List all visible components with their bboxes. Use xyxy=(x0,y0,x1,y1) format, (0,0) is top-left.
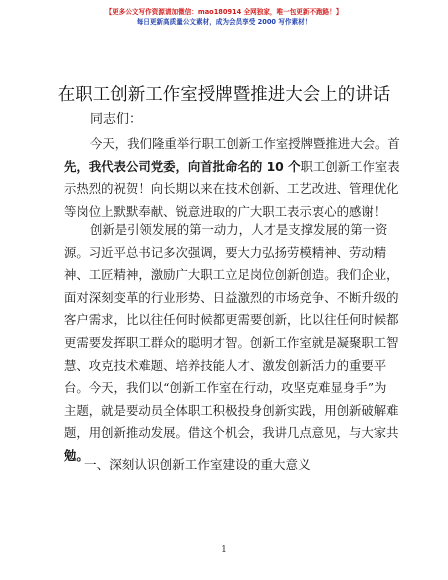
paragraph-1-line-2 xyxy=(64,156,400,179)
paragraph-2-line-2: 源。习近平总书记多次强调，要大力弘扬劳模精神、劳动精 xyxy=(64,244,387,260)
paragraph-1-line-1: 今天，我们隆重举行职工创新工作室授牌暨推进大会。首 xyxy=(90,136,400,151)
page-number: 1 xyxy=(221,545,227,555)
paragraph-1-line-2-rest: 职工创新工作室表 xyxy=(300,158,400,174)
paragraph-2-line-5: 客户需求，比以往任何时候都更需要创新，比以往任何时候都 xyxy=(64,312,399,328)
paragraph-2-line-11: 勉。 xyxy=(64,447,89,463)
greeting: 同志们： xyxy=(90,112,143,127)
promo-banner-line-1[interactable]: 【更多公文写作资源请加微信：mao180914 全网独家，唯一包更新不跑路！】 xyxy=(105,8,343,16)
paragraph-2-line-6: 更需要发挥职工群众的聪明才智。创新工作室就是凝聚职工智 xyxy=(64,334,399,350)
paragraph-2-line-7: 慧、攻克技术难题、培养技能人才、激发创新活力的重要平 xyxy=(64,357,387,373)
paragraph-2-line-1: 创新是引领发展的第一动力，人才是支撑发展的第一资 xyxy=(90,222,388,237)
document-title: 在职工创新工作室授牌暨推进大会上的讲话 xyxy=(57,85,391,105)
promo-banner xyxy=(0,7,448,27)
paragraph-1-bold-text: 先，我代表公司党委，向首批命名的 10 个 xyxy=(64,158,301,174)
paragraph-1 xyxy=(64,133,400,223)
paragraph-2-line-9: 主题，就是要动员全体职工积极投身创新实践，用创新破解难 xyxy=(64,402,399,418)
paragraph-2-line-3: 神、工匠精神，激励广大职工立足岗位创新创造。我们企业， xyxy=(64,267,399,283)
paragraph-2 xyxy=(64,219,399,468)
paragraph-1-line-4: 等岗位上默默奉献、锐意进取的广大职工表示衷心的感谢！ xyxy=(64,203,387,219)
paragraph-2-line-10: 题，用创新推动发展。借这个机会，我讲几点意见，与大家共 xyxy=(64,425,399,441)
section-heading-1: 一、深刻认识创新工作室建设的重大意义 xyxy=(84,457,311,472)
paragraph-2-line-4: 面对深刻变革的行业形势、日益激烈的市场竞争、不断升级的 xyxy=(64,289,399,305)
paragraph-1-line-3: 示热烈的祝贺！向长期以来在技术创新、工艺改进、管理优化 xyxy=(64,181,399,197)
promo-banner-line-2[interactable]: 每日更新高质量公文素材，成为会员享受 2000 写作素材！ xyxy=(136,18,312,26)
paragraph-2-line-8: 台。今天，我们以“创新工作室在行动，攻坚克难显身手”为 xyxy=(64,380,387,396)
